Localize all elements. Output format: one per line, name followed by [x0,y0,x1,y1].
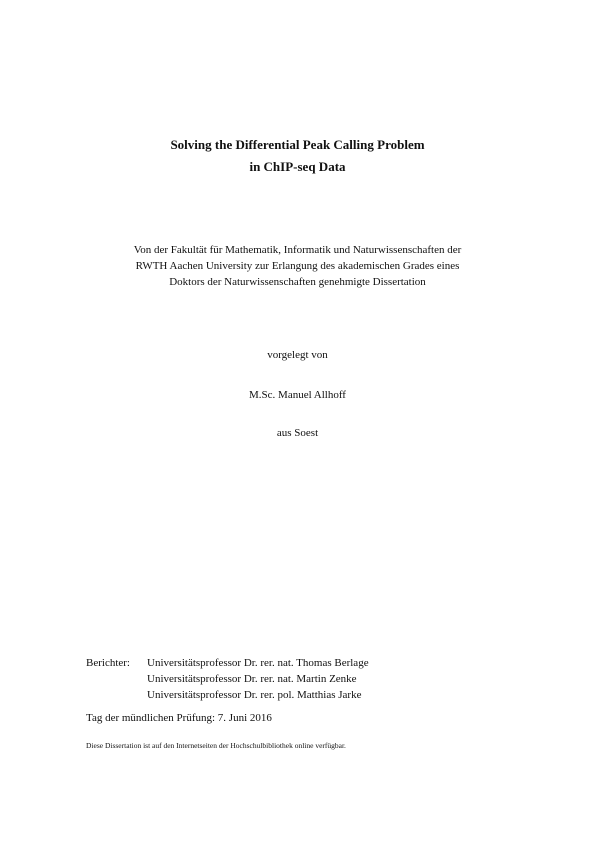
faculty-line-3: Doktors der Naturwissenschaften genehmigte Dissertation [169,276,426,288]
examiners-block [86,655,369,703]
examiner-row [86,687,369,703]
author-origin: aus Soest [276,427,319,439]
faculty-line-1: Von der Fakultät für Mathematik, Informatik und Naturwissenschaften der [133,244,462,256]
examiner-row [86,671,369,687]
examiner-name: Universitätsprofessor Dr. rer. pol. Matthias Jarke [147,689,362,701]
submitted-by-label: vorgelegt von [267,349,328,361]
examiner-row [86,655,369,671]
title-line-1: Solving the Differential Peak Calling Problem [170,137,425,152]
examiner-name: Universitätsprofessor Dr. rer. nat. Martin Zenke [147,673,357,685]
online-availability-note: Diese Dissertation ist auf den Internetseiten der Hochschulbibliothek online verfügbar. [86,741,346,750]
faculty-line-2: RWTH Aachen University zur Erlangung des akademischen Grades eines [135,260,460,272]
dissertation-title [0,134,595,178]
author-name: M.Sc. Manuel Allhoff [249,389,346,401]
oral-exam-date: Tag der mündlichen Prüfung: 7. Juni 2016 [86,712,272,724]
examiner-name: Universitätsprofessor Dr. rer. nat. Thomas Berlage [147,657,369,669]
faculty-statement [0,242,595,290]
title-line-2: in ChIP-seq Data [249,159,346,174]
examiners-label: Berichter: [86,657,130,669]
